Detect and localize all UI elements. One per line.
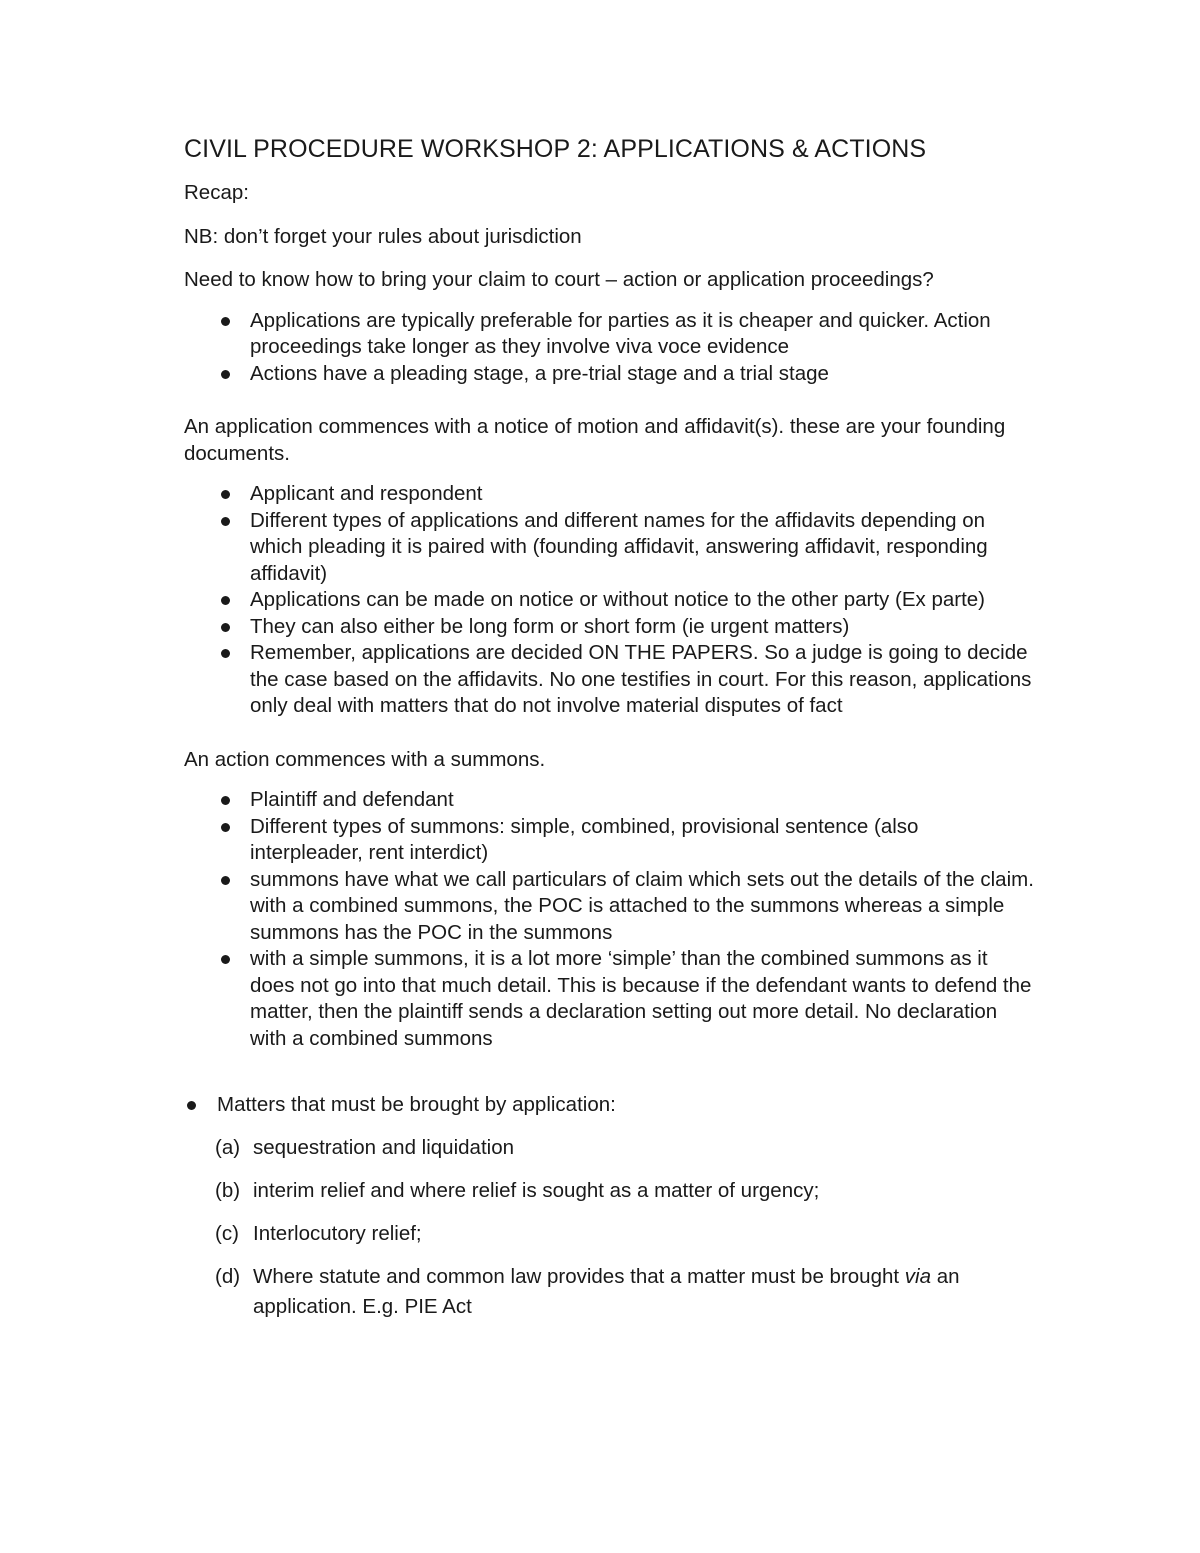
- list-item: [215, 1262, 1034, 1322]
- bullet-icon: [221, 796, 230, 805]
- list-item-marker: (d): [215, 1264, 241, 1288]
- list-item-text: Applications are typically preferable for parties as it is cheaper and quicker. Action proceedings take longer as they involve viva voce evidence: [250, 308, 991, 358]
- list-item-text: an application. E.g. PIE Act: [253, 1264, 960, 1318]
- bullet-icon: [221, 876, 230, 885]
- document-title: CIVIL PROCEDURE WORKSHOP 2: APPLICATIONS & ACTIONS: [184, 135, 927, 163]
- list-item-emphasis: via: [904, 1264, 931, 1288]
- bullet-icon: [221, 517, 230, 526]
- application-paragraph: An application commences with a notice of motion and affidavit(s). these are your founding documents.: [184, 415, 1006, 465]
- list-item: [250, 946, 1034, 1052]
- action-paragraph: An action commences with a summons.: [184, 747, 546, 771]
- application-bullet-list: [184, 481, 1034, 720]
- list-item: [250, 508, 1034, 588]
- list-item-text: Plaintiff and defendant: [250, 788, 454, 811]
- list-item: [250, 787, 1034, 814]
- recap-label: Recap:: [184, 181, 249, 204]
- list-item-text: with a simple summons, it is a lot more ‘simple’ than the combined summons as it does not go into that much detail. This is because if the defendant wants to defend the matter, then the plaintiff sends a declaration setting out more detail. No declaration with a combined summons: [250, 947, 1032, 1050]
- bullet-icon: [221, 955, 230, 964]
- list-item: [250, 481, 1034, 508]
- list-item-text: Applicant and respondent: [250, 482, 483, 505]
- list-item-marker: (a): [215, 1135, 241, 1159]
- list-item-marker: (b): [215, 1178, 241, 1202]
- list-item-marker: (c): [215, 1221, 239, 1245]
- matters-heading: Matters that must be brought by application:: [217, 1093, 616, 1116]
- list-item-text: Applications can be made on notice or without notice to the other party (Ex parte): [250, 588, 985, 611]
- list-item: [250, 867, 1034, 947]
- bullet-icon: [221, 623, 230, 632]
- list-item-text: Interlocutory relief;: [253, 1221, 422, 1245]
- bullet-icon: [187, 1101, 196, 1110]
- list-item-text: Where statute and common law provides that a matter must be brought: [253, 1264, 905, 1288]
- list-item-text: Different types of applications and different names for the affidavits depending on which pleading it is paired with (founding affidavit, answering affidavit, responding affidavit): [250, 508, 988, 585]
- list-item-text: sequestration and liquidation: [253, 1135, 514, 1159]
- matters-bullet-list: [184, 1092, 1034, 1119]
- action-bullet-list: [184, 787, 1034, 1052]
- list-item: [250, 361, 1034, 388]
- list-item: [215, 1133, 1034, 1163]
- list-item: [215, 1219, 1034, 1249]
- document-page: [184, 132, 1034, 1335]
- bullet-icon: [221, 649, 230, 658]
- intro-paragraph: Need to know how to bring your claim to court – action or application proceedings?: [184, 268, 934, 291]
- bullet-icon: [221, 490, 230, 499]
- bullet-icon: [221, 370, 230, 379]
- list-item: [215, 1176, 1034, 1206]
- list-item-text: Actions have a pleading stage, a pre-trial stage and a trial stage: [250, 361, 829, 385]
- list-item: [250, 814, 1034, 867]
- list-item: [250, 614, 1034, 641]
- intro-bullet-list: [184, 308, 1034, 388]
- list-item: [250, 308, 1034, 361]
- list-item: [250, 587, 1034, 614]
- bullet-icon: [221, 596, 230, 605]
- matters-lettered-list: [184, 1133, 1034, 1322]
- list-item-text: They can also either be long form or short form (ie urgent matters): [250, 614, 850, 638]
- nb-note: NB: don’t forget your rules about jurisdiction: [184, 224, 582, 248]
- list-item-text: interim relief and where relief is sought as a matter of urgency;: [253, 1178, 820, 1202]
- bullet-icon: [221, 823, 230, 832]
- list-item: [250, 640, 1034, 720]
- list-item-text: Remember, applications are decided ON THE PAPERS. So a judge is going to decide the case based on the affidavits. No one testifies in court. For this reason, applications only deal with matters that do not involve material disputes of fact: [250, 641, 1032, 717]
- list-item-text: Different types of summons: simple, combined, provisional sentence (also interpleader, rent interdict): [250, 814, 919, 864]
- bullet-icon: [221, 317, 230, 326]
- list-item: [217, 1092, 1034, 1119]
- list-item-text: summons have what we call particulars of claim which sets out the details of the claim. with a combined summons, the POC is attached to the summons whereas a simple summons has the POC in the summons: [250, 867, 1034, 944]
